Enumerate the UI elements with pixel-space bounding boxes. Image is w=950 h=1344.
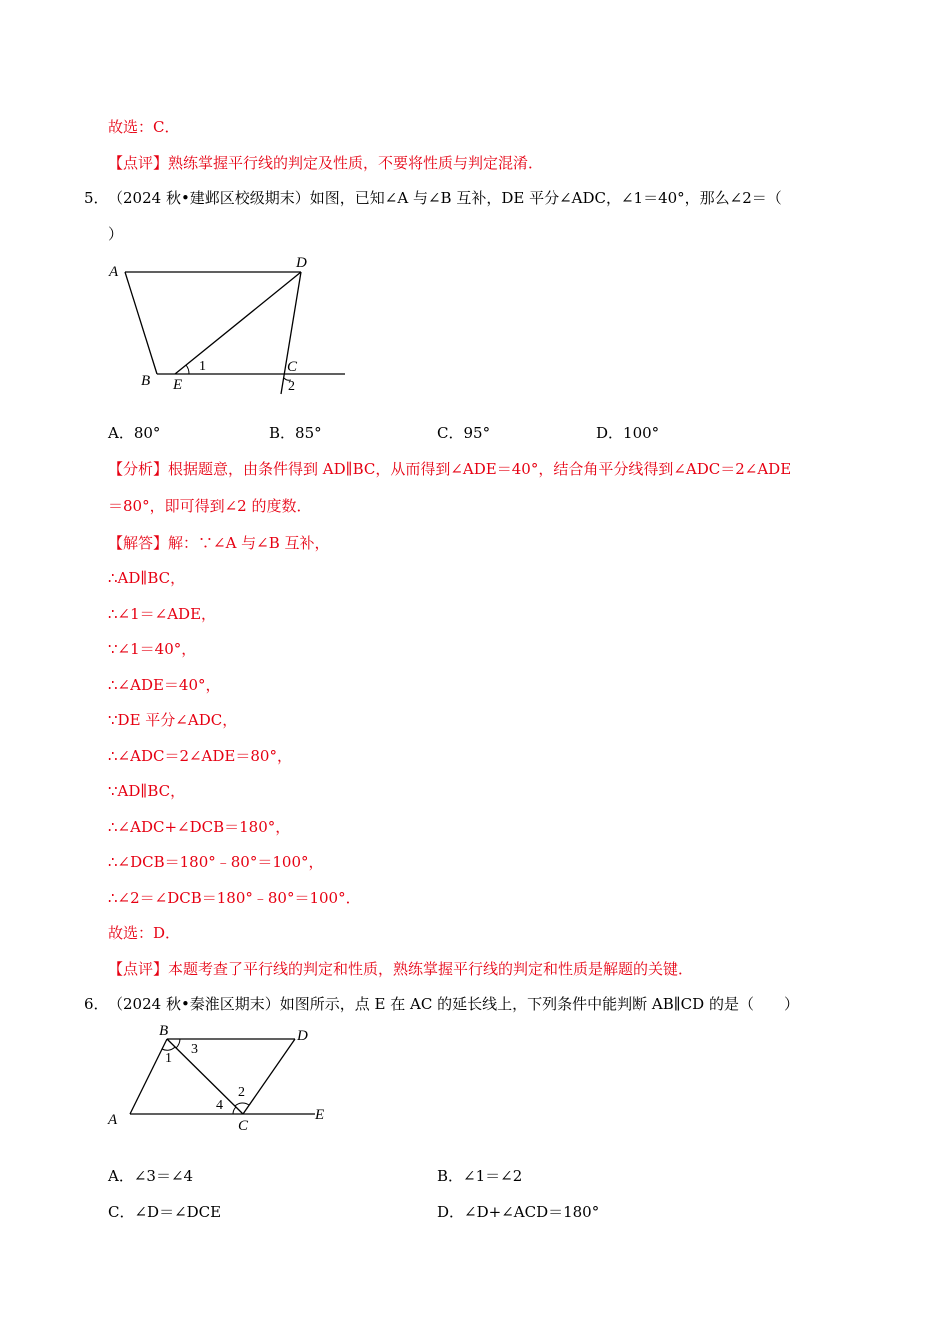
- solution-line: 解：∵∠A 与∠B 互补，: [168, 534, 330, 552]
- line-de: [175, 272, 301, 374]
- q5-comment: [108, 959, 693, 979]
- label-b: B: [159, 1023, 169, 1039]
- solution-line: ∴∠DCB＝180°﹣80°＝100°，: [108, 853, 324, 871]
- label-a: A: [108, 1112, 118, 1128]
- solution-line: ∵DE 平分∠ADC，: [108, 711, 238, 729]
- analysis: [108, 459, 791, 479]
- label-c: C: [287, 359, 298, 375]
- comment-tag: 【点评】: [108, 960, 169, 978]
- option-d[interactable]: D．100°: [596, 424, 660, 442]
- line-cd: [243, 1039, 295, 1114]
- angle-2-arc: [235, 1103, 249, 1106]
- solution-line: ∴AD∥BC，: [108, 569, 186, 587]
- solution-line: ∵AD∥BC，: [108, 782, 186, 800]
- question-number: 5．: [84, 189, 109, 207]
- solution: [108, 533, 330, 553]
- option-c[interactable]: C．95°: [437, 424, 491, 442]
- label-1: 1: [165, 1051, 172, 1066]
- solution-line: ∴∠2＝∠DCB＝180°﹣80°＝100°．: [108, 889, 361, 907]
- solution-tag: 【解答】: [108, 534, 169, 552]
- option-c[interactable]: C．∠D＝∠DCE: [108, 1203, 222, 1221]
- solution-line: ∵∠1＝40°，: [108, 640, 197, 658]
- solution-line: ∴∠1＝∠ADE，: [108, 605, 217, 623]
- prev-answer: 故选：C．: [108, 118, 180, 136]
- solution-answer: 故选：D．: [108, 924, 181, 942]
- line-ab: [125, 272, 157, 374]
- line-ab: [130, 1039, 167, 1114]
- question-stem-cont: ）: [108, 225, 124, 243]
- label-b: B: [141, 373, 151, 389]
- prev-comment: [108, 153, 543, 173]
- analysis-text: 根据题意，由条件得到 AD∥BC，从而得到∠ADE＝40°，结合角平分线得到∠ADC＝2∠ADE: [168, 460, 792, 478]
- option-b[interactable]: B．∠1＝∠2: [437, 1167, 523, 1185]
- solution-line: ∴∠ADC＝2∠ADE＝80°，: [108, 747, 292, 765]
- angle-1-arc: [186, 365, 189, 374]
- q6-figure: [105, 1022, 335, 1137]
- label-e: E: [315, 1107, 325, 1123]
- comment-tag: 【点评】: [108, 154, 169, 172]
- angle-3-arc: [176, 1039, 180, 1048]
- analysis-cont: ＝80°，即可得到∠2 的度数．: [108, 497, 312, 515]
- solution-line: ∴∠ADC+∠DCB＝180°，: [108, 818, 291, 836]
- option-b[interactable]: B．85°: [269, 424, 322, 442]
- label-e: E: [173, 377, 183, 393]
- label-2: 2: [288, 379, 295, 394]
- label-1: 1: [199, 359, 206, 374]
- question-stem: （2024 秋•建邺区校级期末）如图，已知∠A 与∠B 互补，DE 平分∠ADC，∠1＝40°，那么∠2＝（: [108, 189, 782, 207]
- label-3: 3: [191, 1042, 198, 1057]
- line-bc: [167, 1039, 243, 1114]
- label-a: A: [109, 264, 119, 280]
- angle-4-arc: [233, 1107, 236, 1114]
- option-a[interactable]: A．80°: [108, 424, 161, 442]
- option-d[interactable]: D．∠D+∠ACD＝180°: [437, 1203, 600, 1221]
- solution-line: ∴∠ADE＝40°，: [108, 676, 221, 694]
- label-d: D: [296, 255, 307, 271]
- comment-text: 熟练掌握平行线的判定及性质，不要将性质与判定混淆．: [168, 154, 544, 172]
- question-stem: （2024 秋•秦淮区期末）如图所示，点 E 在 AC 的延长线上，下列条件中能判断 AB∥CD 的是（ ）: [108, 995, 799, 1013]
- label-d: D: [297, 1028, 308, 1044]
- analysis-tag: 【分析】: [108, 460, 169, 478]
- label-4: 4: [216, 1098, 223, 1113]
- label-c: C: [238, 1118, 249, 1134]
- angle-1-arc: [162, 1047, 175, 1050]
- q5-figure: [105, 252, 350, 397]
- line-dc: [281, 272, 301, 394]
- question-number: 6．: [84, 995, 109, 1013]
- comment-text: 本题考查了平行线的判定和性质，熟练掌握平行线的判定和性质是解题的关键．: [168, 960, 694, 978]
- label-2: 2: [238, 1085, 245, 1100]
- option-a[interactable]: A．∠3＝∠4: [108, 1167, 194, 1185]
